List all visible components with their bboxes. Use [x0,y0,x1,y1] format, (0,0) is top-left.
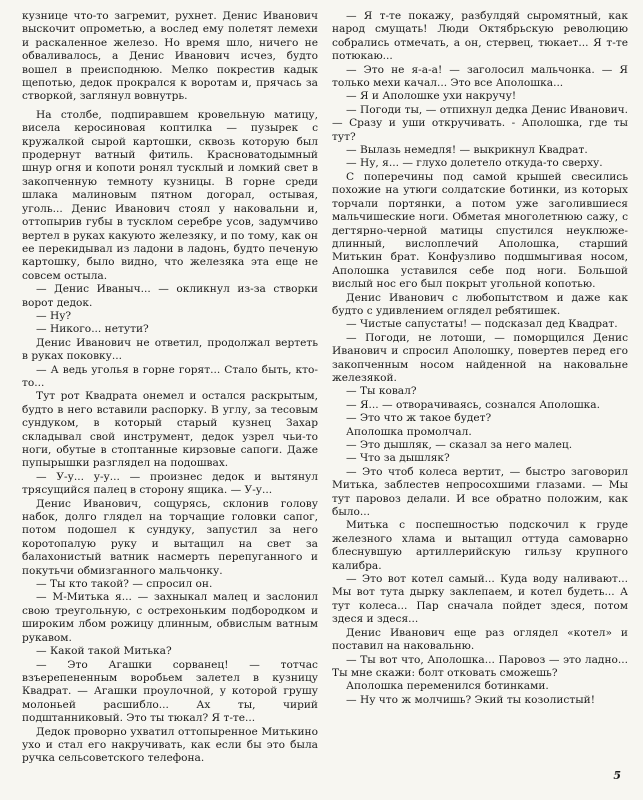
paragraph: — Ну, я... — глухо долетело откуда-то сверху. [346,157,603,170]
paragraph: — Я и Аполошке ухи накручу! [346,90,517,103]
paragraph: — Это дышляк, — сказал за него малец. [346,439,573,451]
paragraph: — Это Агашки сорванец! — тотчас взъерепененным воробьем залетел в кузницу Квадрат. — Агашки проулочной, у которой грушу молоньей расшибло... Ах ты, чирий подштанниковый. Это ты тюкал? Я т-те... [22,658,318,725]
left-text-column [22,10,318,800]
right-text-column [332,10,628,800]
paragraph: — Вылазь немедля! — выкрикнул Квадрат. [346,144,588,157]
paragraph: — Ты кто такой? — спросил он. [36,578,213,591]
paragraph: — Погоди, не лотоши, — поморщился Денис Иванович и спросил Аполошку, повертев перед его закопченным носом найденной на наковальне железякой. [332,331,628,384]
paragraph: — Ты вот что, Аполошка... Паровоз — это ладно... Ты мне скажи: болт отковать сможешь? [332,653,628,679]
paragraph: На столбе, подпиравшем кровельную матицу, висела керосиновая коптилка — пузырек с кружалкой сырой картошки, сквозь которую был продернут ватный фитиль. Красноватодымный шнур огня и копоти ронял тусклый и ломкий свет в закопченную темноту кузницы. В горне среди шлака малиновым пятном догорал, остывая, уголь... Денис Иванович стоял у наковальни и, оттопырив губы в тусклом серебре усов, задумчиво вертел в руках какуюто железяку, и по тому, как он ее перекидывал из ладони в ладонь, будто печеную картошку, было видно, что железяка эта еще не совсем остыла. [22,108,318,282]
paragraph: — Ты ковал? [346,385,417,398]
paragraph: кузнице что-то загремит, рухнет. Денис Иванович выскочит опрометью, а вослед ему полетят лемехи и раскаленное железо. Но время шло, ничего не обваливалось, а Денис Иванович исчез, будто вошел в преисподнюю. Мелко покрестив кадык щепотью, дедок прокрался к воротам и, прячась за створкой, заглянул вовнутрь. [22,10,318,103]
paragraph: Денис Иванович с любопытством и даже как будто с удивлением оглядел ребятишек. [332,291,628,317]
paragraph: — Я т-те покажу, разбулдяй сыромятный, как народ смущать! Люди Октябрьскую революцию собрались отмечать, а он, стервец, тюкает... Я т-те потюкаю... [332,10,628,63]
paragraph: Денис Иванович, сощурясь, склонив голову набок, долго глядел на торчащие головки сапог, потом подошел к сундуку, запустил за него коротопалую руку и вытащил на свет за балахонистый ватник насмерть перепуганного и покутьчи обмизганного мальчонку. [22,497,318,577]
paragraph: — У-у... у-у... — произнес дедок и вытянул трясущийся палец в сторону ящика. — У-у... [22,470,318,497]
paragraph: Денис Иванович не ответил, продолжал вертеть в руках поковку... [22,336,318,363]
paragraph: — Я... — отворачиваясь, сознался Аполошка. [346,398,600,411]
paragraph: — Ну? [36,309,72,322]
paragraph: — Никого... нетути? [36,323,149,336]
paragraph: — А ведь уголья в горне горят... Стало быть, кто-то... [22,363,318,389]
paragraph: Аполошка промолчал. [346,425,472,438]
paragraph: — Погоди ты, — отпихнул дедка Денис Иванович. — Сразу и уши откручивать. - Аполошка, где ты тут? [332,103,628,143]
paragraph: Дедок проворно ухватил оттопыренное Митькино ухо и стал его накручивать, как если бы это была ручка сельсоветского телефона. [22,725,318,765]
paragraph: С поперечины под самой крышей свесились похожие на утюги солдатские ботинки, из которых торчали портянки, а потом уже заголившиеся мальчишеские ноги. Обметая многолетнюю сажу, с дегтярно-черной матицы спустился неуклюже-длинный, вислоплечий Аполошка, старший Митькин брат. Конфузливо подшмыгивая носом, Аполошка уставился себе под ноги. Большой вислый нос его был покрыт угольной копотью. [332,170,628,291]
paragraph: — Это что ж такое будет? [346,412,492,425]
paragraph: — Это вот котел самый... Куда воду наливают... Мы вот тута дырку заклепаем, и котел будеть... А тут колеса... Пар сначала пойдет здеся, потом здеся и здеся... [332,573,628,626]
paragraph: Денис Иванович еще раз оглядел «котел» и поставил на наковальню. [332,626,628,653]
paragraph: Аполошка переменился ботинками. [346,680,549,693]
paragraph: — Это не я-а-а! — заголосил мальчонка. — Я только мехи качал... Это все Аполошка... [332,63,628,90]
paragraph: — Это чтоб колеса вертит, — быстро заговорил Митька, заблестев непросохшими глазами. — Мы тут паровоз делали. И все обратно положим, как было... [332,465,628,519]
paragraph: Митька с поспешностью подскочил к груде железного хлама и вытащил оттуда самоварно блеснувшую артиллерийскую гильзу крупного калибра. [332,519,628,572]
paragraph: — Какой такой Митька? [36,645,172,658]
paragraph: — Чистые сапустаты! — подсказал дед Квадрат. [346,318,618,331]
paragraph: — Ну что ж молчишь? Экий ты козолистый! [346,693,595,706]
paragraph: — М-Митька я... — захныкал малец и заслонил свою треугольную, с острехоньким подбородком и широким лбом рожицу длинным, обвислым ватным рукавом. [22,591,318,644]
paragraph: — Денис Иваныч... — окликнул из-за створки ворот дедок. [22,283,318,309]
page-number: 5 [613,769,621,782]
paragraph: Тут рот Квадрата онемел и остался раскрытым, будто в него вставили распорку. В углу, за тесовым сундуком, в который старый кузнец Захар складывал свой инструмент, дедок узрел чьи-то ноги, обутые в стоптанные кирзовые сапоги. Даже пупырышки разглядел на подошвах. [22,390,318,470]
paragraph: — Что за дышляк? [346,452,450,465]
